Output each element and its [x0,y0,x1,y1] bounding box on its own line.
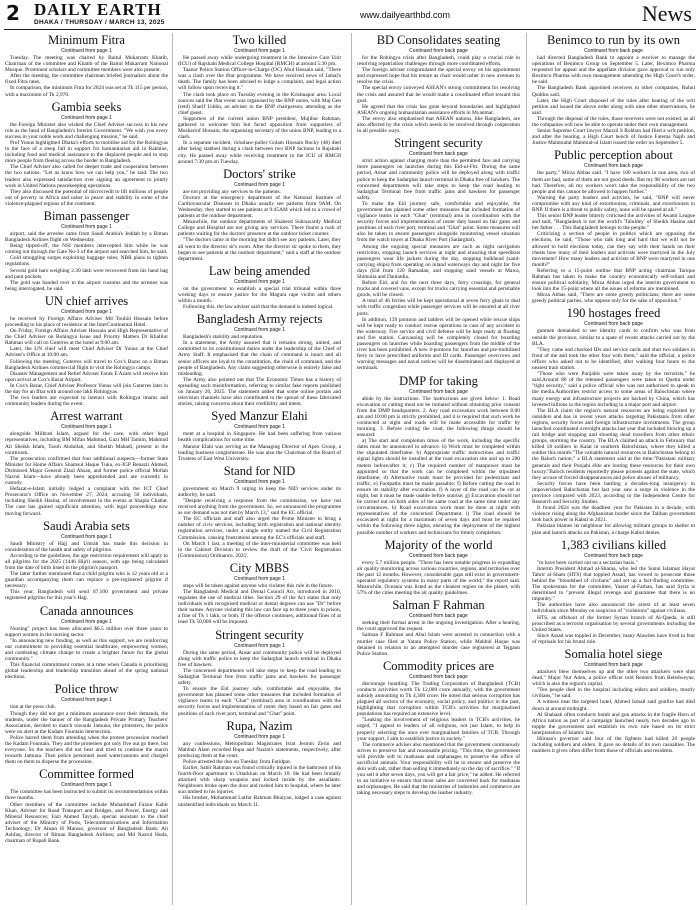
article-paragraph: Before Eid, and for the next three days, ferry crossings, for general trucks and covered vans, except for trucks carrying essential and perishable goods, will be closed. [357,280,520,299]
article-headline[interactable]: DMP for taking [399,373,478,388]
article [178,34,341,165]
article-body [357,55,520,134]
article-body [532,669,695,754]
article [532,648,695,754]
article-paragraph: Police barred them from attending when the protest procession reached the Kadam Fountain. They and the protesters got only five out go there, but everyone. So the teachers did not hear and tried to continue the march towards Jamuna. Then police personnel used watercannons and charged them on them to disperse the procession. [5,734,168,766]
article [5,683,168,765]
continued-label: Continued from page 1 [234,733,285,740]
article-body [357,620,520,657]
article-paragraph: "Leaking the involvement of religious leaders in TCB's activities, he urged, "I appeal to leaders of all religions, not just Islam, to help in properly selecting the once ever marginalised families of TCB. Through your support, I aim to establish justice in society." [357,717,520,742]
continued-label: Continued from page 1 [61,114,112,121]
article-body [5,122,168,207]
article-paragraph: The committee has been instructed to submit its recommendations within three months. [5,789,168,802]
article-headline[interactable]: Minimum Fitra [48,33,125,47]
article-body [357,681,520,797]
article-paragraph: Bangladesh's stability and reputation. [183,334,264,341]
article-paragraph: Among the ongoing special measures are such as night navigation restriction, stopping launch services at night and ensuring that speedboat passengers wear life jackets during the day, stopping bulkhead (sand-carrying ships) from operating on inland waterways day and night for five days (Eid from 120 Ramadan, and stopping sand vessels at Mawa, Shimulia and Daulatdia. [357,243,520,280]
column-divider [526,33,527,905]
article-paragraph: gunmen demanded to see identity cards to confirm who was from outside the province, similar to a spate of recent attacks carried out by the BLA. [532,328,695,347]
article-paragraph: abide by the instructions. The instructions are given below: 1. Road excavation or cutting must not be initiated without obtaining prior consent from the DMP headquarters. 2. Any road excavation work between 8:00 am and 10:00 pm is strictly prohibited, and it is required that such work be conducted at night and roads will be made accessible for traffic by morning. 3. Before cutting the road, the following things should be ensured: [357,395,520,439]
article-paragraph: The Bangladesh Bank appointed receivers to other companies, Ruhul Quddus said. [532,85,695,98]
article-paragraph: the Foreign Minister also wished the Chief Adviser success in his new role as the head of Bangladesh's Interim Government. "We wish you every success in your noble work and challenging mission," he said. [5,121,168,140]
article-headline[interactable]: Stringent security [215,627,304,642]
article-paragraph: Following this, the law adviser said that the demand is indeed logical. [183,304,334,311]
continued-label: Continued from back page [584,321,643,328]
article-paragraph: Manzur Elahi was serving as the Managing Director of Apex Group, a leading business conglomerate. He was also the Chairman of the Board of Trustees of East West University. [178,443,341,462]
column-divider [172,33,173,905]
article [5,101,168,207]
article-headline[interactable]: 190 hostages freed [566,306,661,321]
article-paragraph: Referring to a 15-point outline that BNP acting chairman Tarique Rahman has taken to make the country economically self-reliant and ensure political solidarity, Mirza Abbas urged the interim government to look into the 15-point where all the issues of reforms are mentioned. [532,267,695,293]
article-paragraph: On Friday, Foreign Affairs Adviser Hossain and High Representative of the Chief Adviser on Rohingya Issue and Priority Matters Dr Khalilur Rahman will call on Guterres at the hotel at 9:00 am. [5,328,168,347]
article-body [357,560,520,597]
article-paragraph: "Those who were Punjabis were taken away by the terrorists," he said.Around 80 of the released passengers were taken to Quetta under "tight security," said a police official who was not authorised to speak to the media.Authorities restrict access to some areas of Balochistan where many energy and infrastructure projects are backed by China, which has invested billions in the region including in a major port and airport. [532,371,695,408]
article-paragraph: he received by Foreign Affairs Adviser Md Touhid Hossain before proceeding to his place of residence at the InterContinental Hotel. [5,315,168,328]
continued-label: Continued from page 1 [61,424,112,431]
article-paragraph: Senior Supreme Court lawyer Manzil S Rohban had filed a writ petition, and after the hearing, a High Court bench of Justice Fatema Najib and Justice Mahmudul Mahmud-ul Islam issued the order on September 5. [532,128,695,147]
continued-label: Continued from back page [409,552,468,559]
article-paragraph: The Army also pointed out that The Economic Times has a history of spreading such misinformation, referring to similar fake reports published on January 26, 2025. The statement added that some online portals and television channels have also contributed to the spread of these fabricated stories, raising concerns about their credibility and intent. [178,376,341,408]
article-paragraph: Doctors at the emergency department of the National Institute of Cardiovascular Diseases in Dhaka usually see patients from 9AM. On Wednesday, they started to see patients at 9:45AM which led to a crowd of patients at the outdoor department. [178,194,341,220]
article [178,313,341,407]
article-headline[interactable]: 1,383 civilians killed [560,537,667,552]
article-paragraph: The latter further mentioned that a child pilgrim who is 12 years old or a guardian accompanying them can replace a pre-registered pilgrim if necessary. [5,571,168,590]
continued-label: Continued from page 1 [61,782,112,789]
article-body [178,741,341,808]
article-paragraph: Mirza Abbas said, "There are some greedy politicians; there are some greedy political parties, who oppose only for the sake of opposition." [532,292,695,305]
article [178,562,341,626]
continued-label: Continued from page 1 [234,327,285,334]
article-body [178,286,341,310]
article [5,520,168,602]
article-body [5,316,168,407]
article [357,539,520,597]
article-paragraph: It found 2024 was the deadliest year for Pakistan in a decade, with violence rising along the Afghanistan border since the Taliban government took back power in Kabul in 2021. [532,505,695,524]
article-paragraph: Al Shabaab often conducts bomb and gun attacks in the fragile Horn of Africa nation as part of a campaign launched nearly two decades ago to topple the government and establish its own rule based on its strict interpretation of Islamic law. [532,711,695,736]
article-paragraph: To make the Eid journey safe, comfortable and enjoyable, the government has planned some other measures that included formation of vigilance teams in each "Ghat" (terminal) area in coordination with the security forces and implementation of roster duty based on fair gates and positions of each river port, terminal and "Ghat" point. Some measures will also be taken to ensure passengers alongside monitoring vessel situation from the watch tower at Dhaka River Port (Sadarghat). [357,200,520,244]
continued-label: Continued from back page [584,661,643,668]
article-paragraph: Supporters of the current union BNP president, Mujibur Rahman, gathered to welcome him but faced opposition from supporters of Mosharrof Hossain, the organising secretary of the union BNP, leading to a clash. [178,115,341,141]
article-paragraph: The two leaders are expected to interact with Rohingya imams and community leaders during the event. [5,395,168,408]
article-paragraph: Criticizing a section of people in politics which are opposing the elections, he said, "Those who talk long and hard that we will not be allowed to hold elections today, can they say with their hands on their chests how many of their leaders and activists were martyred in the July movement? How many leaders and activists of BNP were martyred in one month?" [532,231,695,268]
article-paragraph: for the Rohingya crisis after Bangladesh, could play a crucial role in resolving repatriation challenges through more coordinated efforts. [357,55,520,68]
article-paragraph: Hiiraan's governor said four of the fighters had killed 20 people including soldiers and elders. It gave no details of its own casualties. The numbers it gives often differ from those of officials and residents. [532,736,695,755]
article-paragraph: Though they did not get a minimum assurance over their demands, the students, under the banner of the Bangladesh Private Primary Teachers' Association, decided to march towards Jamuna, the protesters, the police were on alert at the Kadam Fountain intersection. [5,710,168,735]
article-paragraph: His brother, Mohammad Lutfor Rahman Bhuiyan, lodged a case against unidentified individuals on March 11. [178,795,341,808]
article-paragraph: In a statement, the Army assured that it remains strong, united, and committed to its constitutional duties under the leadership of the Chief of Army Staff. It emphasised that the chain of command is intact and all senior officers are loyal to the constitution, the chain of command, and the people of Bangladesh. Any claim suggesting otherwise is entirely false and misleading. [178,340,341,377]
article-paragraph: The Chief Adviser also called for deeper trade and cooperation between the two nations. "Let us know how we can help you," he said. The two leaders also expressed satisfaction over signing an agreement to jointly work in United Nations peacekeeping operations. [5,164,168,189]
article-paragraph: The envoy also emphasised that ASEAN nations, like Bangladesh, are also affected by the crisis which needs to be resolved through cooperation in all possible ways. [357,115,520,135]
continued-label: Continued from back page [584,48,643,54]
continued-label: Continued from page 1 [61,223,112,230]
article-paragraph: Saudi Ministry of Hajj and Umrah has made this decision in consideration of the health and safety of pilgrims. [5,540,168,553]
article-paragraph: Pakistan blames its neighbour for allowing militant groups to shelter to plan and launch attacks on Pakistan, a charge Kabul denies. [532,523,695,536]
article-body [178,650,341,717]
continued-label: Continued from page 1 [234,575,285,582]
article-paragraph: A witness near the targeted hotel, Ahmed Ismail said gunfire had died down at around midnight. [532,699,695,712]
website-link[interactable]: www.dailyearthbd.com [360,10,451,20]
article-body [5,789,168,844]
article-headline[interactable]: Benimco to run by its own [547,33,680,47]
article-paragraph: The prosecution confirmed that four additional suspects—former State Minister for Home Affairs Shamsul Haque Tuku, ex-IGP Benazir Ahmed, Dismissed Major General Ziaul Ahsan, and former police official Mollah Nazrul Islam—have already been apprehended and are currently in custody. [5,455,168,487]
article-paragraph: Interim President Ahmad al-Sharaa, who led the Sunni Islamist Hayat Tahrir al-Sham (HTS) that toppled Assad, has vowed to prosecute those behind the "bloodshed of civilians" and set up a fact-finding committee. The spokesman for the committee, Yasser al-Farhan, has said Syria is determined to "prevent illegal revenge and guarantee that there is no impunity." [532,565,695,603]
article-paragraph: He passed away while undergoing treatment in the Intensive Care Unit (ICU) of Rajshahi Medical College Hospital (RMCH) at around 5:30 pm. [178,55,341,68]
article-paragraph: During the same period, Ansar and community police will be deployed along with traffic police to keep the Sadarghat launch terminal in Dhaka free of hawkers. [178,649,341,668]
article-paragraph: Since Assad was toppled in December, many Alawites have lived in fear of reprisals for his brutal rule. [532,632,695,645]
article [357,137,520,371]
article-headline[interactable]: Somalia hotel siege [564,646,663,661]
article-headline[interactable]: Biman passenger [43,208,130,223]
article [532,34,695,146]
article [532,539,695,645]
continued-label: Continued from back page [409,673,468,680]
article [5,605,168,681]
article-paragraph: Several gold bars weighing 2.30 lakh were recovered from his hand bag and pant pockets. [5,267,168,280]
article [178,168,341,262]
continued-label: Continued from page 1 [61,533,112,540]
article-body [178,55,341,165]
section-title: News [641,1,692,26]
continued-label: Continued from page 1 [234,642,285,649]
continued-label: Continued from back page [409,388,468,395]
article-paragraph: Hefazat-e-Islam initially lodged a complaint with the ICT Chief Prosecutor's Office on November 27, 2024, accusing 50 individuals, including Sheikh Hasina, of involvement in the events at Shapla Chattar. The case has gained significant attention, with legal proceedings now moving forward. [5,486,168,517]
article-paragraph: seeking their formal arrest in the ongoing investigation. After a hearing, the court approved the request. [357,620,520,633]
masthead [0,0,700,30]
continued-label: Continued from back page [409,613,468,620]
article [357,660,520,797]
article-paragraph: The commerce adviser also mentioned that the government continuously strives to preserve fair and reasonable pricing. "This time, the government will provide soft to madrasas and orphanages to preserve the office of sacrificial animals. Your responsibility will be to ensure and preserve the skin with salt, rather than selling it immediately on the day of sacrifice." "If you sell it after seven days, you will get a fair price," he added. He referred to an initiative to ensure that most sales are converted back for madrasas and orphanages. He said that the ministries of industries and commerce are taking necessary steps to develop the leather industry. [357,741,520,797]
article-paragraph: strict action against charging more than the permitted fare and carrying more passengers on launches during this Eid-ul-Fitr. During the same period, Ansar and community police will be deployed along with traffic police to keep the Sadarghat launch terminal in Dhaka free of hawkers. The concerned departments will take steps to keep the road leading to Sadarghat Terminal free from traffic jams and hawkers for passenger safety. [357,158,520,201]
article-paragraph: Salman F Rahman and Abul Islam were arrested in connection with a murder case filed at Yatara Police Station, while Mahbul Haque was detained in relation to an attempted murder case registered at Tejgaon Police Station. [357,632,520,657]
article-paragraph: "Ten people died in the hospital including elders and soldiers, mostly civilians," he said. [532,687,695,700]
article-headline[interactable]: Rupa, Nazim [226,718,293,733]
article-headline[interactable]: Police throw [54,682,119,697]
article-paragraph: the party," Mirza Abbas said. "I have 100 workers in one area, two of them are bad, some of them are not good deeds. But my 98 workers are not bad. Therefore, all my workers won't take the responsibility of the two people and this cannot be allowed to happen further." [532,170,695,195]
article-body [178,431,341,461]
article-paragraph: steps will be taken against anyone who violates this rule in the future. [183,582,334,589]
article-body [5,541,168,602]
masthead-rule [4,29,696,30]
article-body [357,158,520,371]
article-body [532,560,695,645]
article-body [357,396,520,536]
continued-label: Continued from page 1 [234,48,285,54]
article-paragraph: Earlier, Sabir Rahman was found critically injured in the bathroom of his fourth-floor apartment in Uttarkhan on March 10. He had been brutally attacked with sharp weapons and locked inside by the assailants. Neighbours broke open the door and rushed him to hospital, where he later succumbed to his injuries. [178,764,341,796]
article-body [178,189,341,262]
article-paragraph: tion at the press club. [10,704,56,711]
article-paragraph: Warning the party leaders and activists, he said, "BNP will never compromise with any kind of extortionists, criminals, and extortionists in BNP. If there is a threat to public safety, none will be spared at all." [532,194,695,213]
article-headline[interactable]: Commodity prices are [382,658,495,673]
article-headline[interactable]: Two killed [232,33,287,47]
article-paragraph: They also discussed the potential of microcredit to lift millions of people out of poverty in Africa and usher in peace and stability in some of the violence-plagued regions of the continent. [5,188,168,207]
article-paragraph: Prof Yunus highlighted Dhaka's efforts to mobilise aid for the Rohingyas in the face of a steep fall in support for humanitarian aid in Rakhine, including food and medical assistance to the displaced people and to stop more people from fleeing across the border to Bangladesh. [5,139,168,165]
article-paragraph: Disaster Management and Relief Adviser Faruk E Azam will receive him upon arrival at Cox's Bazar Airport. [5,370,168,383]
column-4 [532,33,695,905]
article [5,210,168,292]
article [532,149,695,304]
article-paragraph: According to the guidelines, the age restriction requirement will apply to all pilgrims for the 2025 (1446 Hijri) season, with age being calculated from the date of birth listed in the pilgrim's passport. [5,552,168,571]
article-body [532,170,695,304]
continued-label: Continued from page 1 [234,424,285,431]
article-paragraph: This senior BNP leader bitterly criticised the activities of Awami League and said, "Bangladesh is not the world's 'Taluldey' of Sheikh Hasina and her father . . . This Bangladesh belongs to the people." [532,213,695,232]
article-paragraph: On March 1 last, a meeting of the inter-ministerial committee was held in the Cabinet Division to review the draft of the 'Civil Registration (Commission) Ordinance, 2025'. [178,540,341,559]
article-paragraph: Later, the UN chief will meet Chief Adviser Dr Yunus at the Chief Adviser's Office at 10:00 am. [5,346,168,359]
continued-label: Continued from page 1 [61,48,112,54]
article-paragraph: discourage hoarding. The Trading Corporation of Bangladesh (TCB) conducts activities worth Tk 12,000 crore annually, with the government subsidy amounting to Tk 4,300 crore. He noted that serious corruption has plagued all sectors of the economy, social policy, and politics in the past, highlighting that corruption within TCB's activities for marginalised populations has required an extensive level. [357,680,520,718]
article-headline[interactable]: UN chief arrives [44,293,129,308]
article-paragraph: The BLA claim the region's natural resources are being exploited by outsiders and has in recent years attacks targeting Pakistanis from other regions, security forces and foreign infrastructure investments. The group launched coordinated overnight attacks last year that included blowing up a rail bridge and stopping and shooting dead travellers from other ethnic groups, storming the country. The BLA claimed an attack in February that killed 18 soldiers in Kalat in southern Balochistan, where they killed a soldier this month."The valuable natural resources in Balochistan belong to the Baloch nation," a BLA statement said at the time:"Pakistani military generals and their Punjabi élite are looting these resources for their own luxury."Baloch residents reportedly please protests against the state, which they accuse of forced disappearances and police abuses of militancy. [532,407,695,481]
article-paragraph: After the meeting, the committee chairman briefed journalists about the fixed Fitra rates. [5,73,168,86]
article-paragraph: "They came and checked IDs and service cards and shot two soldiers in front of me and took the other four with them," said the official, a police officer who asked not to be identified, after walking four hours to the nearest train station. [532,346,695,372]
article-paragraph: He agreed that the crisis has gone beyond boundaries and highlighted ASEAN's ongoing humanitarian assistance efforts in Myanmar. [357,103,520,116]
article-headline[interactable]: Stand for NID [223,463,296,478]
article-paragraph: Nursing" project has been allocated $6.5 million over three years to support women in the nursing sector. [5,625,168,638]
newspaper-logo: DAILY EARTH [34,0,162,19]
article-paragraph: The foreign adviser congratulated the special envoy on his appointment and expressed hope that his tenure as chair would usher in new avenues to resolve the crisis. [357,67,520,86]
article [5,410,168,516]
continued-label: Continued from back page [409,151,468,158]
article-paragraph: In Cox's Bazar, Chief Adviser Professor Yunus will join Guterres later in the day for an Iftar with around one lakh Rohingyas. [5,382,168,396]
article-paragraph: attackers blew themselves up and the other two attackers were shot dead," Major Nur Aden, a police officer told Reuters from Beledweyne, which is also the region's capital. [532,668,695,688]
article [178,465,341,559]
article [532,307,695,535]
article-paragraph: Following the meeting, Guterres will travel to Cox's Bazar on a Biman Bangladesh Airlines commercial flight to visit the Rohingya camps. [5,358,168,371]
article-headline[interactable]: Salman F Rahman [392,598,485,613]
article-paragraph: The concerned departments will take steps to keep the road leading to Sadarghat Terminal free from traffic jams and hawkers for passenger safety. [178,667,341,687]
article-paragraph: a) The start and completion times of the work, including the specific dates must be announced in advance. b) Work must be completed within the stipulated timeframe. b) Appropriate traffic instructions and traffic signal lights should be installed at the road excavation site and up to 200 meters before/after it; c) The required number of manpower must be appointed so that the work can be completed within the stipulated timeframe; d) Alternative roads must be provided for pedestrians and traffic; e) Footpaths must be made passable; f) Before cutting the road to ensure its stability after excavation. f) A layer of the road can be cut at night, but it must be made usable before sunrise; g) Excavation should not be carried out on both sides of the same road at the same time under any circumstances. h) Road excavation work must be done at night with representatives of the concerned Department. i) The road should be excavated at night for a maximum of seven days and must be repaired within the following three nights, ensuring the deployment of the highest possible number of workers and technicians for timely completion. [357,438,520,536]
article-headline[interactable]: Majority of the world [384,537,493,552]
continued-label: Continued from page 1 [61,618,112,625]
article-body [178,583,341,626]
article-headline[interactable]: BD Consolidates seating [376,33,501,47]
article-paragraph: Meanwhile, the outdoor departments of Shaheed Suhrawardy Medical College and Hospital are not giving any services. There found a rush of patients waiting for the doctors' presence at the outdoor ticket counter. [178,219,341,238]
article-paragraph: Other members of the committee include Muhammad Faizur Kabir Khan, Adviser for Road Transport and Bridges, and Power, Energy and Mineral Resources; Fazi Ahmed Tayyab, special assistant to the chief adviser of the Ministry of Posts, Telecommunications and Information Technology; Dr Ahsan H Mansur, governor of Bangladesh Bank; Ali Ashfaq, director of Biman Bangladesh Airlines; and Md Nazrul Huda, chairman of Rupali Bank. [5,801,168,845]
article-headline[interactable]: City MBBS [229,560,290,575]
article-paragraph: To ensure the Eid journey safe, comfortable and enjoyable, the government has planned some other measures that included formation of vigilance teams in each "Ghat" (terminal) area in coordination with the security forces and implementation of roster duty based on fair gates and positions of each river port, terminal and "Ghat" point. [178,686,341,717]
article [357,34,520,134]
article-paragraph: In a separate incident, rickshaw-puller Golam Hossain Rocky (48) died after being stabbed during a clash between two BNP factions in Rajshahi city. He passed away while receiving treatment in the ICU of RMCH around 7:30 pm on Tuesday. [178,140,341,165]
article-body [5,704,168,765]
article-paragraph: government on March 9 urging to keep the NID services under its authority, he said. [178,485,341,498]
article-paragraph: HTS, an offshoot of the former Syrian branch of Al-Qaeda, is still proscribed as a terrorist organisation by several governments including the United States. [532,614,695,633]
article [5,768,168,844]
article-paragraph: This year, Bangladesh will send 87,100 government and private registered pilgrims for this year's Hajj. [5,589,168,602]
continued-label: Continued from page 1 [234,181,285,188]
article [357,599,520,657]
article-headline[interactable]: Doctors' strike [223,166,296,181]
article-headline[interactable]: Stringent security [394,136,483,151]
article [357,375,520,536]
column-divider [351,33,352,905]
article-paragraph: are not providing any services to the patients. [183,188,281,195]
article-paragraph: Police arrested the duo on Tuesday from Faridpur. [183,758,292,765]
article-headline[interactable]: Public perception about [554,148,673,163]
article-paragraph: Through the disposal of the rules, those receivers were not existed, as all the companies will now be able to operate under their own management. [532,115,695,129]
article [178,629,341,717]
continued-label: Continued from page 1 [61,697,112,704]
article-paragraph: Gold smuggling surges exploiting baggage rules; NBR plans to tighten regulations. [5,255,168,268]
page-number: 2 [6,1,20,25]
article-body [5,431,168,516]
continued-label: Continued from page 1 [234,278,285,285]
continued-label: Continued from page 1 [61,308,112,315]
article-paragraph: any confessions, Metropolitan Magistrates Israt Jesmin Zerin and Mahbub Alam recorded Rupa and Nazim's statements, respectively, after producing them at the court. [178,740,341,759]
article-paragraph: Taanor Police Station Officer-in-Charge (OC) Abul Hossain said, "There was a clash over the iftar programme. We have received news of Jamal's death. The family has been advised to lodge a complaint, and legal action will follow upon receiving it." [178,67,341,92]
article-paragraph: A total of 46 ferries will be kept operational at seven ferry ghats to deal with traffic congestion while passenger services will be ensured at all river ports. [357,298,520,317]
article-paragraph: Security forces have been battling a decades-long insurgency in impoverished Balochistan but last year saw a surge in violence in the province compared with 2023, according to the Independent Centre for Research and Security Studies. [532,480,695,506]
article-paragraph: Tuesday. The meeting was chaired by Baitul Mukarram Khatib, Chairman of the committee and Khatib of the Baitul Mukarram National Mosque. Prominent scholars and committee members were also present. [5,55,168,74]
article-headline[interactable]: Law being amended [208,263,311,278]
article-paragraph: "In announcing new funding, as well as this support, we are reinforcing our commitment to providing essential healthcare, empowering women, and combating climate change to create a brighter future for the global community." [5,637,168,663]
column-1 [5,33,168,905]
article-headline[interactable]: Saudi Arabia sets [43,518,130,533]
article-headline[interactable]: Committee formed [39,767,134,782]
article-paragraph: "Despite receiving a response from the commission, we have not received anything from the government. So, we announced the programme as our demand was not met by March 13," said the EC official. [178,497,341,517]
article-body [5,626,168,681]
article-paragraph: In comparison, the minimum Fitra for 2024 was set at Tk 115 per person, with a maximum of Tk 2,970. [5,85,168,98]
article-paragraph: This financial commitment comes at a time when Canada is prioritising global leadership and leadership transition ahead of the spring national elections. [5,662,168,681]
continued-label: Continued from page 1 [234,478,285,485]
article-headline[interactable]: Syed Manzur Elahi [211,409,308,424]
article [5,295,168,407]
article-paragraph: "The doctors came in the morning but didn't see any patients. Later, they all went to the director sir's room. After the director sir spoke to them, they began to see patients at the outdoor department," said a staff at the outdoor department. [178,237,341,262]
article-paragraph: airport, said the arrestee came from Saudi Arabia's Jeddah by a Biman Bangladesh Airlines flight on Wednesday. [5,230,168,244]
article-paragraph: "to have been carried out on a sectarian basis." [537,559,638,566]
article-paragraph: The Bangladesh Medical and Dental Council Act, introduced in 2010, regulates the use of medical titles. Section 29 of the Act states that only individuals with recognised medical or dental degrees can use "Dr" before their names. Anyone violating this law can face up to three years in prison, a fine of Tk 1 lakh, or both. If the offence continues, additional fines of at least Tk 50,000 will be imposed. [178,589,341,626]
column-3 [357,33,520,905]
continued-label: Continued from back page [584,552,643,559]
article [178,410,341,461]
article [178,720,341,808]
article-body [178,486,341,559]
column-2 [178,33,341,905]
article-paragraph: The gold was handed over to the airport customs and the arrestee was being interrogated, he said. [5,279,168,292]
article-body [178,334,341,407]
article-body [532,55,695,146]
article-paragraph: had directed Bangladesh Bank to appoint a receiver to manage the operations of Benimco Group on September 5. Later, Beximco Pharma requested for appeal and the appellate division gave approval to run only Beximco Pharma with own management amending the High Court's order, he said. [532,55,695,86]
article-body [5,55,168,98]
article-paragraph: ment at a hospital in Singapore. He had been suffering from various health complications for some time. [178,431,341,444]
article-headline[interactable]: Arrest warrant [50,409,123,424]
article-paragraph: Being tipped-off, the NSI members intercepted him while he was coming out through the Gate No-3 of the airport and searched him, he said. [5,243,168,256]
article-paragraph: In addition, 139 pontoon and ladders will be opened while rescue ships will be kept ready to conduct rescue operations in case of any accident in the waterway. Fire service and civil defense will be kept ready at floating and fire station. Canvassing will be completely closed for boarding passengers on launches while boarding passengers from the middle of the river has been prohibited. A new 4-pontoon for launches and pre-mobilised ferry to have prescribed uniforms and ID cards. Passenger overcrows and warning messages and naval notices will be disseminated and displayed at terminals. [357,316,520,372]
article-paragraph: on the government to establish a special trial tribunal within three working days to ensure justice for the Magura rape victim and others within a month. [178,285,341,304]
article [5,34,168,98]
article-paragraph: The clash took place on Tuesday evening in the Krishnapur area. Local sources said the iftar event was organised by the BNP union, with Maj Gen (retd) Sharif Uddin, an adviser to the BNP chairperson, attending as the chief guest. [178,91,341,116]
article-paragraph: alongside Milbrati Islam, argued for the case, with other legal representatives, including BM Mifan Mahmud, Gazi MH Tamim, Mahmud Ali Sheikh Islam, Taroh Abdullah, and Sheikh Mahadi, present in the courtroom. [5,431,168,456]
dateline: DHAKA / THURSDAY / MARCH 13, 2025 [34,19,165,26]
article-paragraph: Later, the High Court disposed of the rules after hearing of the writ petition and issued the above order along with nine other observations, he said. [532,97,695,116]
continued-label: Continued from back page [409,48,468,54]
article-headline[interactable]: Canada announces [39,603,134,618]
article-body [532,328,695,535]
article-paragraph: The special envoy conveyed ASEAN's strong commitment for resolving the crisis and assured that he would make a coordinated effort toward this goal. [357,85,520,104]
article-paragraph: every 5.7 million people. "There has been notable progress in expanding air quality monitoring across various countries, regions, and territories over the past 12 months. However, considerable gaps still exist in government-operated regulatory systems in many parts of the world," the report said. Meanwhile, Oceania was listed as the cleanest region on the planet, with 57% of the cities meeting the air quality guidelines. [357,559,520,597]
article-paragraph: The EC officials and staff also urged the Prime Minister to bring a number of civic services, including birth registration and national identity registration services, under a single entity named the Civil Registration Commission, causing frustrations among the EC's officials and staff. [178,516,341,541]
article-headline[interactable]: Gambia seeks [51,99,122,114]
article [178,265,341,310]
continued-label: Continued from back page [584,163,643,170]
article-body [5,231,168,292]
article-paragraph: The authorities have also announced the arrest of at least seven individuals since Monday on suspicion of "violations" against civilians. [532,602,695,615]
article-headline[interactable]: Bangladesh Army rejects [196,312,323,327]
